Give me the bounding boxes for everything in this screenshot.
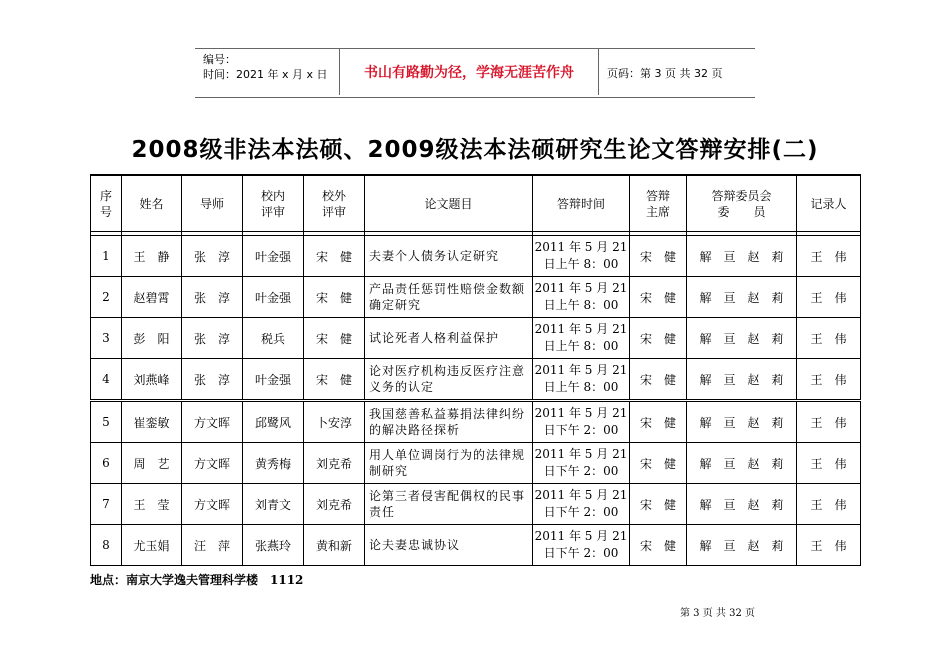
col-no: 序 号 [91, 175, 122, 232]
cell-no: 6 [91, 443, 122, 484]
col-advisor: 导师 [182, 175, 243, 232]
cell-committee: 解 亘 赵 莉 [687, 443, 797, 484]
cell-outer: 宋 健 [304, 277, 365, 318]
motto: 书山有路勤为径，学海无涯苦作舟 [339, 49, 599, 95]
cell-committee: 解 亘 赵 莉 [687, 401, 797, 443]
cell-chair: 宋 健 [630, 401, 687, 443]
cell-outer: 宋 健 [304, 359, 365, 401]
cell-inner: 刘青文 [243, 484, 304, 525]
page-footer: 第 3 页 共 32 页 [680, 608, 755, 619]
cell-name: 尤玉娟 [122, 525, 182, 566]
cell-topic: 试论死者人格利益保护 [365, 318, 533, 359]
cell-time: 2011 年 5 月 21 日下午 2：00 [533, 443, 630, 484]
cell-time: 2011 年 5 月 21 日上午 8：00 [533, 236, 630, 277]
cell-topic: 论第三者侵害配偶权的民事责任 [365, 484, 533, 525]
cell-inner: 张燕玲 [243, 525, 304, 566]
cell-advisor: 方文晖 [182, 401, 243, 443]
cell-recorder: 王 伟 [797, 318, 861, 359]
col-committee: 答辩委员会 委 员 [687, 175, 797, 232]
cell-advisor: 张 淳 [182, 318, 243, 359]
cell-committee: 解 亘 赵 莉 [687, 359, 797, 401]
cell-committee: 解 亘 赵 莉 [687, 318, 797, 359]
cell-chair: 宋 健 [630, 318, 687, 359]
col-chair: 答辩 主席 [630, 175, 687, 232]
cell-inner: 叶金强 [243, 359, 304, 401]
cell-advisor: 张 淳 [182, 359, 243, 401]
cell-outer: 刘克希 [304, 443, 365, 484]
schedule-table [90, 174, 861, 566]
cell-name: 刘燕峰 [122, 359, 182, 401]
cell-chair: 宋 健 [630, 484, 687, 525]
cell-recorder: 王 伟 [797, 401, 861, 443]
cell-topic: 夫妻个人债务认定研究 [365, 236, 533, 277]
cell-committee: 解 亘 赵 莉 [687, 525, 797, 566]
table-row [91, 525, 861, 566]
cell-topic: 用人单位调岗行为的法律规制研究 [365, 443, 533, 484]
cell-time: 2011 年 5 月 21 日上午 8：00 [533, 318, 630, 359]
cell-outer: 宋 健 [304, 236, 365, 277]
cell-topic: 产品责任惩罚性赔偿金数额确定研究 [365, 277, 533, 318]
cell-outer: 卜安淳 [304, 401, 365, 443]
cell-chair: 宋 健 [630, 277, 687, 318]
cell-inner: 黄秀梅 [243, 443, 304, 484]
table-body [91, 232, 861, 566]
cell-recorder: 王 伟 [797, 484, 861, 525]
table-row [91, 401, 861, 443]
cell-time: 2011 年 5 月 21 日上午 8：00 [533, 359, 630, 401]
cell-topic: 我国慈善私益募捐法律纠纷的解决路径探析 [365, 401, 533, 443]
cell-chair: 宋 健 [630, 236, 687, 277]
cell-committee: 解 亘 赵 莉 [687, 484, 797, 525]
cell-topic: 论夫妻忠诚协议 [365, 525, 533, 566]
cell-recorder: 王 伟 [797, 277, 861, 318]
table-header-row [91, 175, 861, 232]
cell-no: 7 [91, 484, 122, 525]
cell-committee: 解 亘 赵 莉 [687, 277, 797, 318]
cell-no: 1 [91, 236, 122, 277]
cell-time: 2011 年 5 月 21 日上午 8：00 [533, 277, 630, 318]
cell-inner: 税兵 [243, 318, 304, 359]
page-title: 2008级非法本法硕、2009级法本法硕研究生论文答辩安排(二) [131, 137, 819, 163]
cell-inner: 邱鹭风 [243, 401, 304, 443]
cell-time: 2011 年 5 月 21 日下午 2：00 [533, 401, 630, 443]
cell-advisor: 方文晖 [182, 443, 243, 484]
cell-no: 4 [91, 359, 122, 401]
table-row [91, 236, 861, 277]
col-name: 姓名 [122, 175, 182, 232]
cell-chair: 宋 健 [630, 525, 687, 566]
cell-recorder: 王 伟 [797, 236, 861, 277]
cell-recorder: 王 伟 [797, 443, 861, 484]
cell-recorder: 王 伟 [797, 525, 861, 566]
header-left [203, 52, 328, 82]
cell-inner: 叶金强 [243, 236, 304, 277]
page-label: 页码：第 3 页 共 32 页 [607, 67, 723, 80]
col-inner: 校内 评审 [243, 175, 304, 232]
table-row [91, 443, 861, 484]
cell-advisor: 张 淳 [182, 277, 243, 318]
cell-recorder: 王 伟 [797, 359, 861, 401]
cell-advisor: 汪 萍 [182, 525, 243, 566]
cell-name: 周 艺 [122, 443, 182, 484]
document-header [195, 48, 755, 98]
cell-name: 赵碧霄 [122, 277, 182, 318]
cell-advisor: 方文晖 [182, 484, 243, 525]
cell-time: 2011 年 5 月 21 日下午 2：00 [533, 525, 630, 566]
cell-advisor: 张 淳 [182, 236, 243, 277]
cell-name: 王 静 [122, 236, 182, 277]
cell-chair: 宋 健 [630, 443, 687, 484]
cell-chair: 宋 健 [630, 359, 687, 401]
location: 地点：南京大学逸夫管理科学楼 1112 [90, 573, 304, 587]
cell-outer: 刘克希 [304, 484, 365, 525]
number-label: 编号： [203, 53, 236, 66]
cell-name: 彭 阳 [122, 318, 182, 359]
cell-inner: 叶金强 [243, 277, 304, 318]
table-row [91, 484, 861, 525]
cell-committee: 解 亘 赵 莉 [687, 236, 797, 277]
col-recorder: 记录人 [797, 175, 861, 232]
time-label: 时间：2021 年 x 月 x 日 [203, 68, 328, 81]
table-row [91, 318, 861, 359]
cell-outer: 黄和新 [304, 525, 365, 566]
col-outer: 校外 评审 [304, 175, 365, 232]
table-row [91, 277, 861, 318]
col-topic: 论文题目 [365, 175, 533, 232]
cell-no: 3 [91, 318, 122, 359]
cell-time: 2011 年 5 月 21 日下午 2：00 [533, 484, 630, 525]
cell-outer: 宋 健 [304, 318, 365, 359]
cell-no: 2 [91, 277, 122, 318]
cell-no: 8 [91, 525, 122, 566]
cell-topic: 论对医疗机构违反医疗注意义务的认定 [365, 359, 533, 401]
cell-name: 王 莹 [122, 484, 182, 525]
table-row [91, 359, 861, 401]
col-time: 答辩时间 [533, 175, 630, 232]
cell-no: 5 [91, 401, 122, 443]
cell-name: 崔銮敏 [122, 401, 182, 443]
